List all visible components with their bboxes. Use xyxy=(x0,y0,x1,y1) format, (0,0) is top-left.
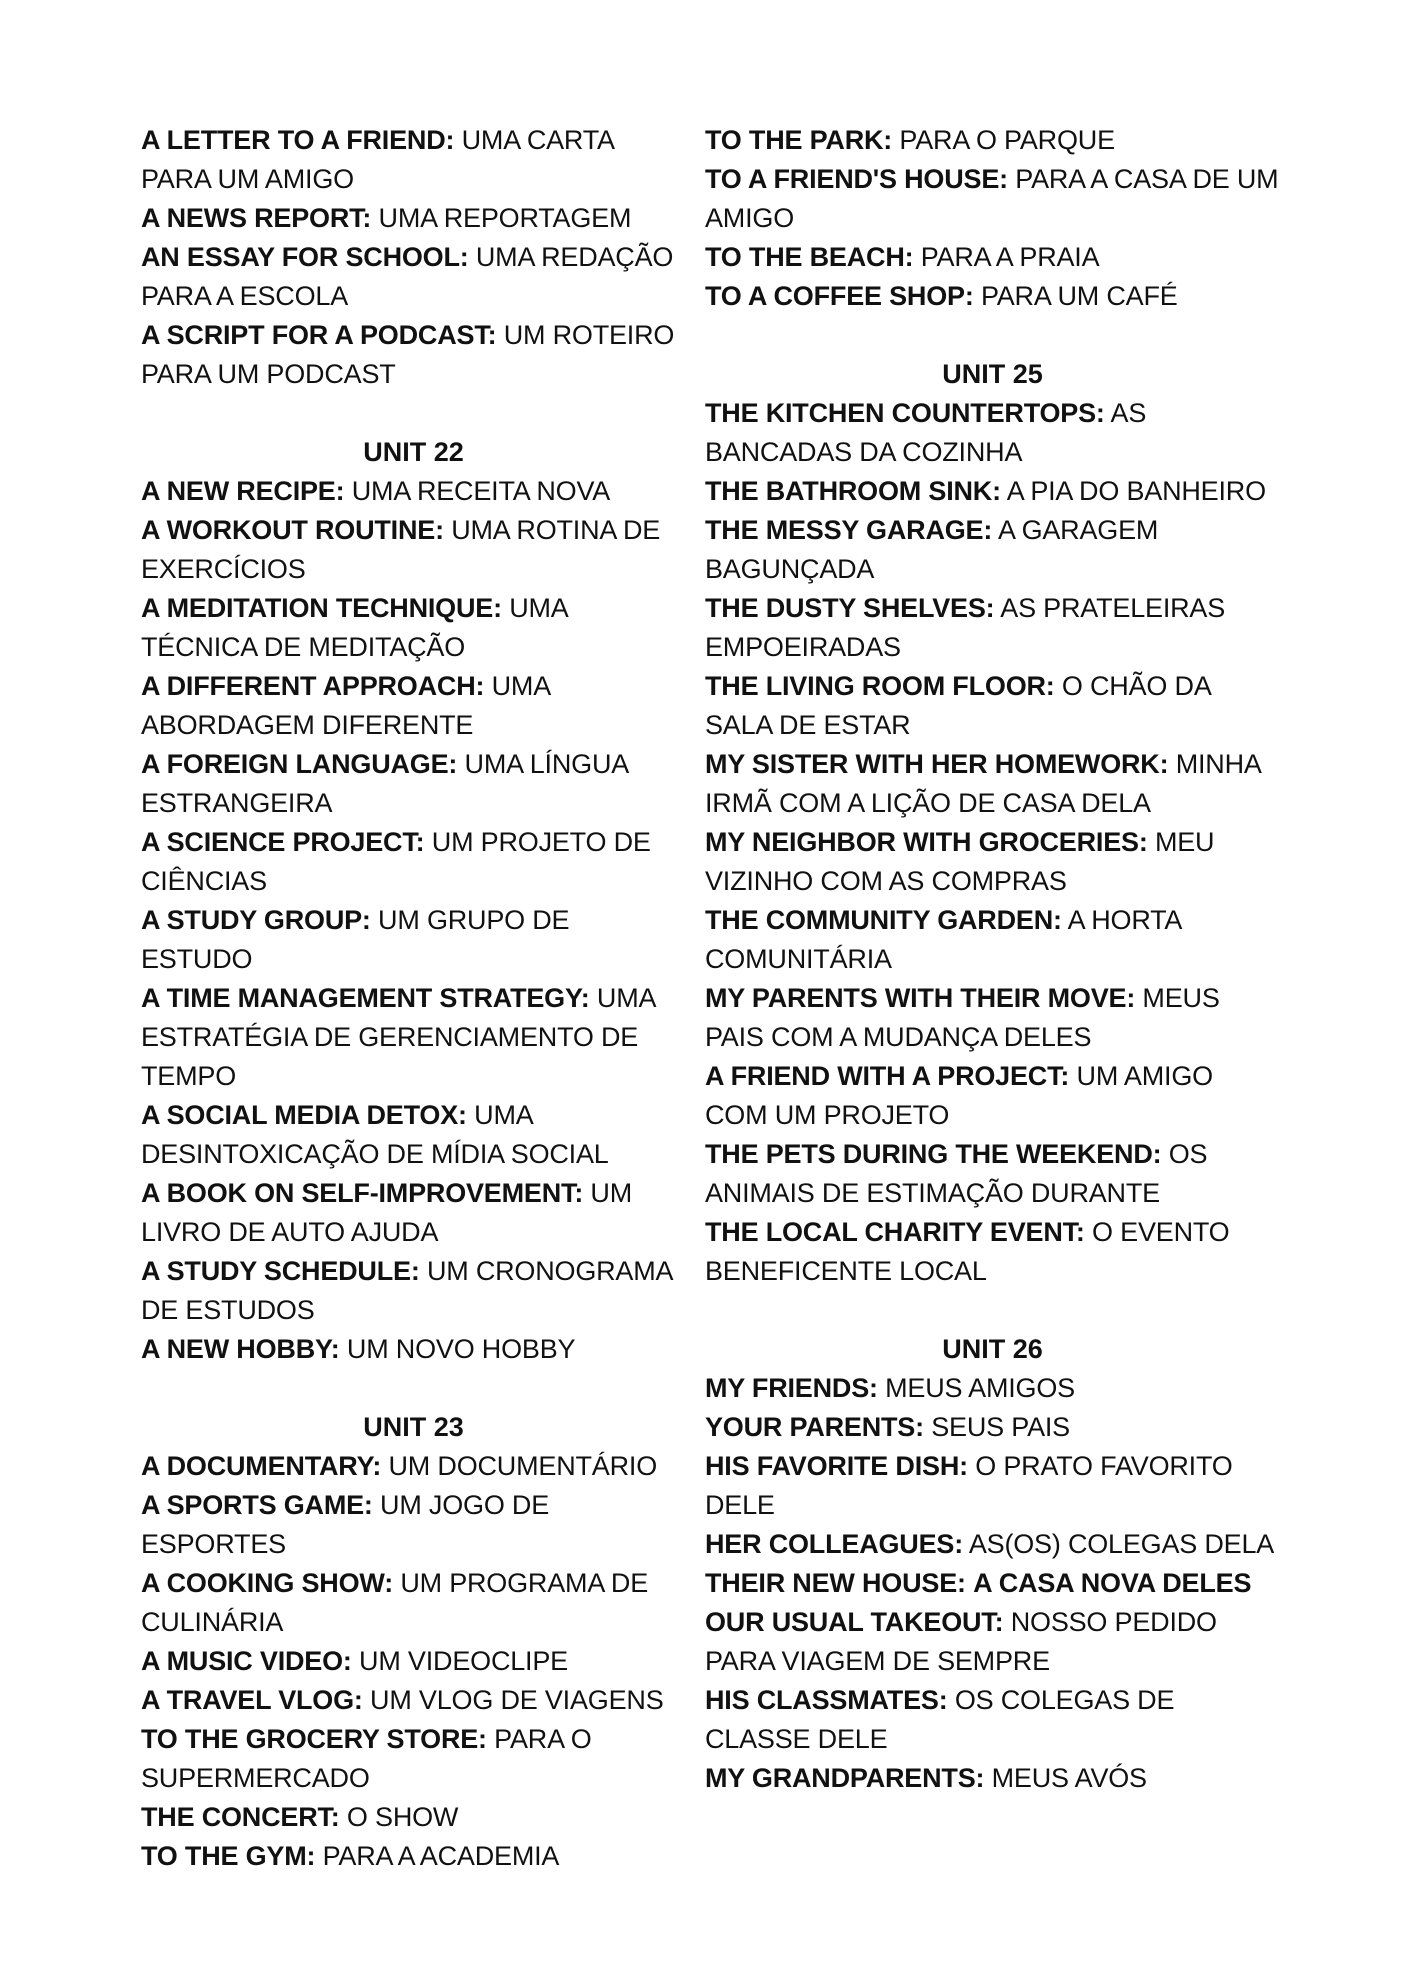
vocab-translation: UM NOVO HOBBY xyxy=(346,1334,576,1364)
vocab-term: THE DUSTY SHELVES: xyxy=(705,593,995,623)
vocab-term: MY NEIGHBOR WITH GROCERIES: xyxy=(705,827,1148,857)
vocab-translation: A PIA DO BANHEIRO xyxy=(1006,476,1266,506)
vocab-term: A SCIENCE PROJECT: xyxy=(141,827,425,857)
vocab-term: A FOREIGN LANGUAGE: xyxy=(141,749,458,779)
vocab-translation: UMA ESTRATÉGIA DE GERENCIAMENTO DE TEMPO xyxy=(141,983,655,1091)
vocab-entry xyxy=(141,979,686,1096)
vocab-term: THE CONCERT: xyxy=(141,1802,340,1832)
vocab-entry xyxy=(705,901,1280,979)
vocab-term: THE KITCHEN COUNTERTOPS: xyxy=(705,398,1105,428)
vocab-entry xyxy=(705,667,1280,745)
vocab-translation: MEU VIZINHO COM AS COMPRAS xyxy=(705,827,1215,896)
vocab-entry xyxy=(705,1135,1280,1213)
vocab-translation: UMA REDAÇÃO PARA A ESCOLA xyxy=(141,242,674,311)
vocab-term: THE BATHROOM SINK: xyxy=(705,476,1001,506)
vocab-entry xyxy=(705,823,1280,901)
vocab-entry xyxy=(705,979,1280,1057)
vocab-term: A NEWS REPORT: xyxy=(141,203,372,233)
vocab-entry xyxy=(705,1564,1280,1603)
vocab-translation: A GARAGEM BAGUNÇADA xyxy=(705,515,1159,584)
vocab-translation: UMA ROTINA DE EXERCÍCIOS xyxy=(141,515,661,584)
vocab-entry xyxy=(141,121,686,199)
vocab-translation: PARA O PARQUE xyxy=(899,125,1115,155)
vocab-translation: O CHÃO DA SALA DE ESTAR xyxy=(705,671,1211,740)
vocab-term: A SCRIPT FOR A PODCAST: xyxy=(141,320,497,350)
vocab-term: A COOKING SHOW: xyxy=(141,1568,393,1598)
vocab-entry xyxy=(705,745,1280,823)
vocab-translation: UM DOCUMENTÁRIO xyxy=(388,1451,657,1481)
vocab-entry xyxy=(705,1213,1280,1291)
vocab-term: TO A FRIEND'S HOUSE: xyxy=(705,164,1008,194)
vocab-translation: MEUS AMIGOS xyxy=(885,1373,1075,1403)
unit-heading: UNIT 25 xyxy=(942,359,1043,389)
vocab-entry xyxy=(141,1174,686,1252)
vocab-term: A TRAVEL VLOG: xyxy=(141,1685,363,1715)
vocab-translation: PARA O SUPERMERCADO xyxy=(141,1724,592,1793)
vocab-translation: UM LIVRO DE AUTO AJUDA xyxy=(141,1178,633,1247)
vocab-term: THE COMMUNITY GARDEN: xyxy=(705,905,1062,935)
vocab-term: AN ESSAY FOR SCHOOL: xyxy=(141,242,469,272)
vocab-term: HIS CLASSMATES: xyxy=(705,1685,948,1715)
vocab-term: TO THE PARK: xyxy=(705,125,893,155)
vocab-entry xyxy=(141,1681,686,1720)
vocab-entry xyxy=(141,199,686,238)
vocab-term: OUR USUAL TAKEOUT: xyxy=(705,1607,1004,1637)
vocab-term: YOUR PARENTS: xyxy=(705,1412,924,1442)
vocab-translation: MEUS PAIS COM A MUDANÇA DELES xyxy=(705,983,1220,1052)
vocab-translation: UM GRUPO DE ESTUDO xyxy=(141,905,570,974)
vocab-entry xyxy=(705,121,1280,160)
unit-heading: UNIT 22 xyxy=(363,437,464,467)
vocab-term: TO A COFFEE SHOP: xyxy=(705,281,974,311)
vocab-translation: AS(OS) COLEGAS DELA xyxy=(968,1529,1275,1559)
vocab-translation: UM AMIGO COM UM PROJETO xyxy=(705,1061,1213,1130)
vocab-translation: UMA TÉCNICA DE MEDITAÇÃO xyxy=(141,593,568,662)
vocab-translation: PARA A PRAIA xyxy=(920,242,1100,272)
vocab-entry xyxy=(705,1759,1280,1798)
vocab-term: THEIR NEW HOUSE: xyxy=(705,1568,966,1598)
vocab-translation: A HORTA COMUNITÁRIA xyxy=(705,905,1181,974)
vocab-term: HER COLLEAGUES: xyxy=(705,1529,964,1559)
unit-heading: UNIT 23 xyxy=(363,1412,464,1442)
vocab-translation: SEUS PAIS xyxy=(931,1412,1070,1442)
vocab-term: A TIME MANAGEMENT STRATEGY: xyxy=(141,983,590,1013)
vocab-entry xyxy=(705,1447,1280,1525)
vocab-term: A DOCUMENTARY: xyxy=(141,1451,382,1481)
vocab-translation: UM JOGO DE ESPORTES xyxy=(141,1490,550,1559)
vocab-entry xyxy=(705,589,1280,667)
vocab-translation: UM CRONOGRAMA DE ESTUDOS xyxy=(141,1256,672,1325)
vocab-term: A FRIEND WITH A PROJECT: xyxy=(705,1061,1070,1091)
vocab-entry xyxy=(141,472,686,511)
vocab-translation: UMA CARTA PARA UM AMIGO xyxy=(141,125,614,194)
vocab-translation: NOSSO PEDIDO PARA VIAGEM DE SEMPRE xyxy=(705,1607,1217,1676)
vocab-entry xyxy=(141,238,686,316)
left-column xyxy=(141,121,686,1876)
vocab-entry xyxy=(141,823,686,901)
vocab-term: A SPORTS GAME: xyxy=(141,1490,373,1520)
vocab-translation: UMA RECEITA NOVA xyxy=(351,476,611,506)
vocab-entry xyxy=(141,1330,686,1369)
vocab-translation: PARA A CASA DE UM AMIGO xyxy=(705,164,1279,233)
vocab-translation: O SHOW xyxy=(346,1802,459,1832)
vocab-translation: MINHA IRMÃ COM A LIÇÃO DE CASA DELA xyxy=(705,749,1261,818)
vocab-term: THE LOCAL CHARITY EVENT: xyxy=(705,1217,1085,1247)
vocab-entry xyxy=(141,1252,686,1330)
vocab-entry xyxy=(705,1525,1280,1564)
vocab-entry xyxy=(141,667,686,745)
vocab-entry xyxy=(141,1837,686,1876)
vocab-term: TO THE GYM: xyxy=(141,1841,316,1871)
vocab-entry xyxy=(705,472,1280,511)
vocab-term: A BOOK ON SELF-IMPROVEMENT: xyxy=(141,1178,584,1208)
vocab-term: MY SISTER WITH HER HOMEWORK: xyxy=(705,749,1169,779)
vocab-translation: AS BANCADAS DA COZINHA xyxy=(705,398,1147,467)
vocab-entry xyxy=(705,511,1280,589)
vocab-entry xyxy=(141,316,686,394)
vocab-term: A NEW RECIPE: xyxy=(141,476,345,506)
vocab-entry xyxy=(705,160,1280,238)
vocab-entry xyxy=(141,589,686,667)
vocab-translation: UM VLOG DE VIAGENS xyxy=(370,1685,664,1715)
vocab-term: THE PETS DURING THE WEEKEND: xyxy=(705,1139,1162,1169)
vocab-term: A LETTER TO A FRIEND: xyxy=(141,125,455,155)
vocab-term: THE MESSY GARAGE: xyxy=(705,515,993,545)
vocab-translation: UM PROGRAMA DE CULINÁRIA xyxy=(141,1568,649,1637)
vocab-term: HIS FAVORITE DISH: xyxy=(705,1451,968,1481)
vocab-entry xyxy=(141,1486,686,1564)
vocab-entry xyxy=(705,238,1280,277)
vocab-translation: O PRATO FAVORITO DELE xyxy=(705,1451,1233,1520)
unit-heading: UNIT 26 xyxy=(942,1334,1043,1364)
vocab-translation: AS PRATELEIRAS EMPOEIRADAS xyxy=(705,593,1226,662)
vocab-term: A MUSIC VIDEO: xyxy=(141,1646,352,1676)
vocab-term: A MEDITATION TECHNIQUE: xyxy=(141,593,502,623)
vocab-entry xyxy=(705,1369,1280,1408)
vocab-term: A SOCIAL MEDIA DETOX: xyxy=(141,1100,467,1130)
vocab-term: MY GRANDPARENTS: xyxy=(705,1763,985,1793)
vocab-term: A STUDY SCHEDULE: xyxy=(141,1256,420,1286)
vocab-entry xyxy=(141,1642,686,1681)
vocab-term: MY PARENTS WITH THEIR MOVE: xyxy=(705,983,1136,1013)
vocab-term: A NEW HOBBY: xyxy=(141,1334,340,1364)
vocab-entry xyxy=(141,1798,686,1837)
vocab-entry xyxy=(705,394,1280,472)
vocab-translation: UMA REPORTAGEM xyxy=(378,203,632,233)
vocab-translation: OS ANIMAIS DE ESTIMAÇÃO DURANTE xyxy=(705,1139,1208,1208)
vocab-entry xyxy=(141,511,686,589)
vocab-translation: UM VIDEOCLIPE xyxy=(359,1646,568,1676)
vocab-translation: UMA LÍNGUA ESTRANGEIRA xyxy=(141,749,628,818)
vocab-translation: UM ROTEIRO PARA UM PODCAST xyxy=(141,320,675,389)
vocab-entry xyxy=(705,1603,1280,1681)
vocab-translation: OS COLEGAS DE CLASSE DELE xyxy=(705,1685,1175,1754)
vocab-entry xyxy=(705,277,1280,316)
vocab-entry xyxy=(141,901,686,979)
vocab-translation: UMA ABORDAGEM DIFERENTE xyxy=(141,671,550,740)
vocab-translation: UMA DESINTOXICAÇÃO DE MÍDIA SOCIAL xyxy=(141,1100,609,1169)
vocab-term: A DIFFERENT APPROACH: xyxy=(141,671,485,701)
vocab-entry xyxy=(141,1720,686,1798)
vocab-translation: O EVENTO BENEFICENTE LOCAL xyxy=(705,1217,1230,1286)
vocab-term: TO THE BEACH: xyxy=(705,242,914,272)
vocab-entry xyxy=(141,1096,686,1174)
vocab-entry xyxy=(705,1681,1280,1759)
vocab-term: A WORKOUT ROUTINE: xyxy=(141,515,444,545)
vocab-entry xyxy=(141,1447,686,1486)
vocab-translation: A CASA NOVA DELES xyxy=(973,1568,1252,1598)
vocab-term: A STUDY GROUP: xyxy=(141,905,371,935)
right-column xyxy=(705,121,1280,1798)
vocab-term: TO THE GROCERY STORE: xyxy=(141,1724,487,1754)
vocab-translation: MEUS AVÓS xyxy=(991,1763,1147,1793)
vocab-translation: UM PROJETO DE CIÊNCIAS xyxy=(141,827,651,896)
vocab-entry xyxy=(705,1408,1280,1447)
vocab-term: MY FRIENDS: xyxy=(705,1373,878,1403)
vocab-translation: PARA UM CAFÉ xyxy=(980,281,1178,311)
vocab-term: THE LIVING ROOM FLOOR: xyxy=(705,671,1055,701)
vocab-entry xyxy=(141,1564,686,1642)
vocab-entry xyxy=(141,745,686,823)
vocab-entry xyxy=(705,1057,1280,1135)
vocab-translation: PARA A ACADEMIA xyxy=(322,1841,560,1871)
